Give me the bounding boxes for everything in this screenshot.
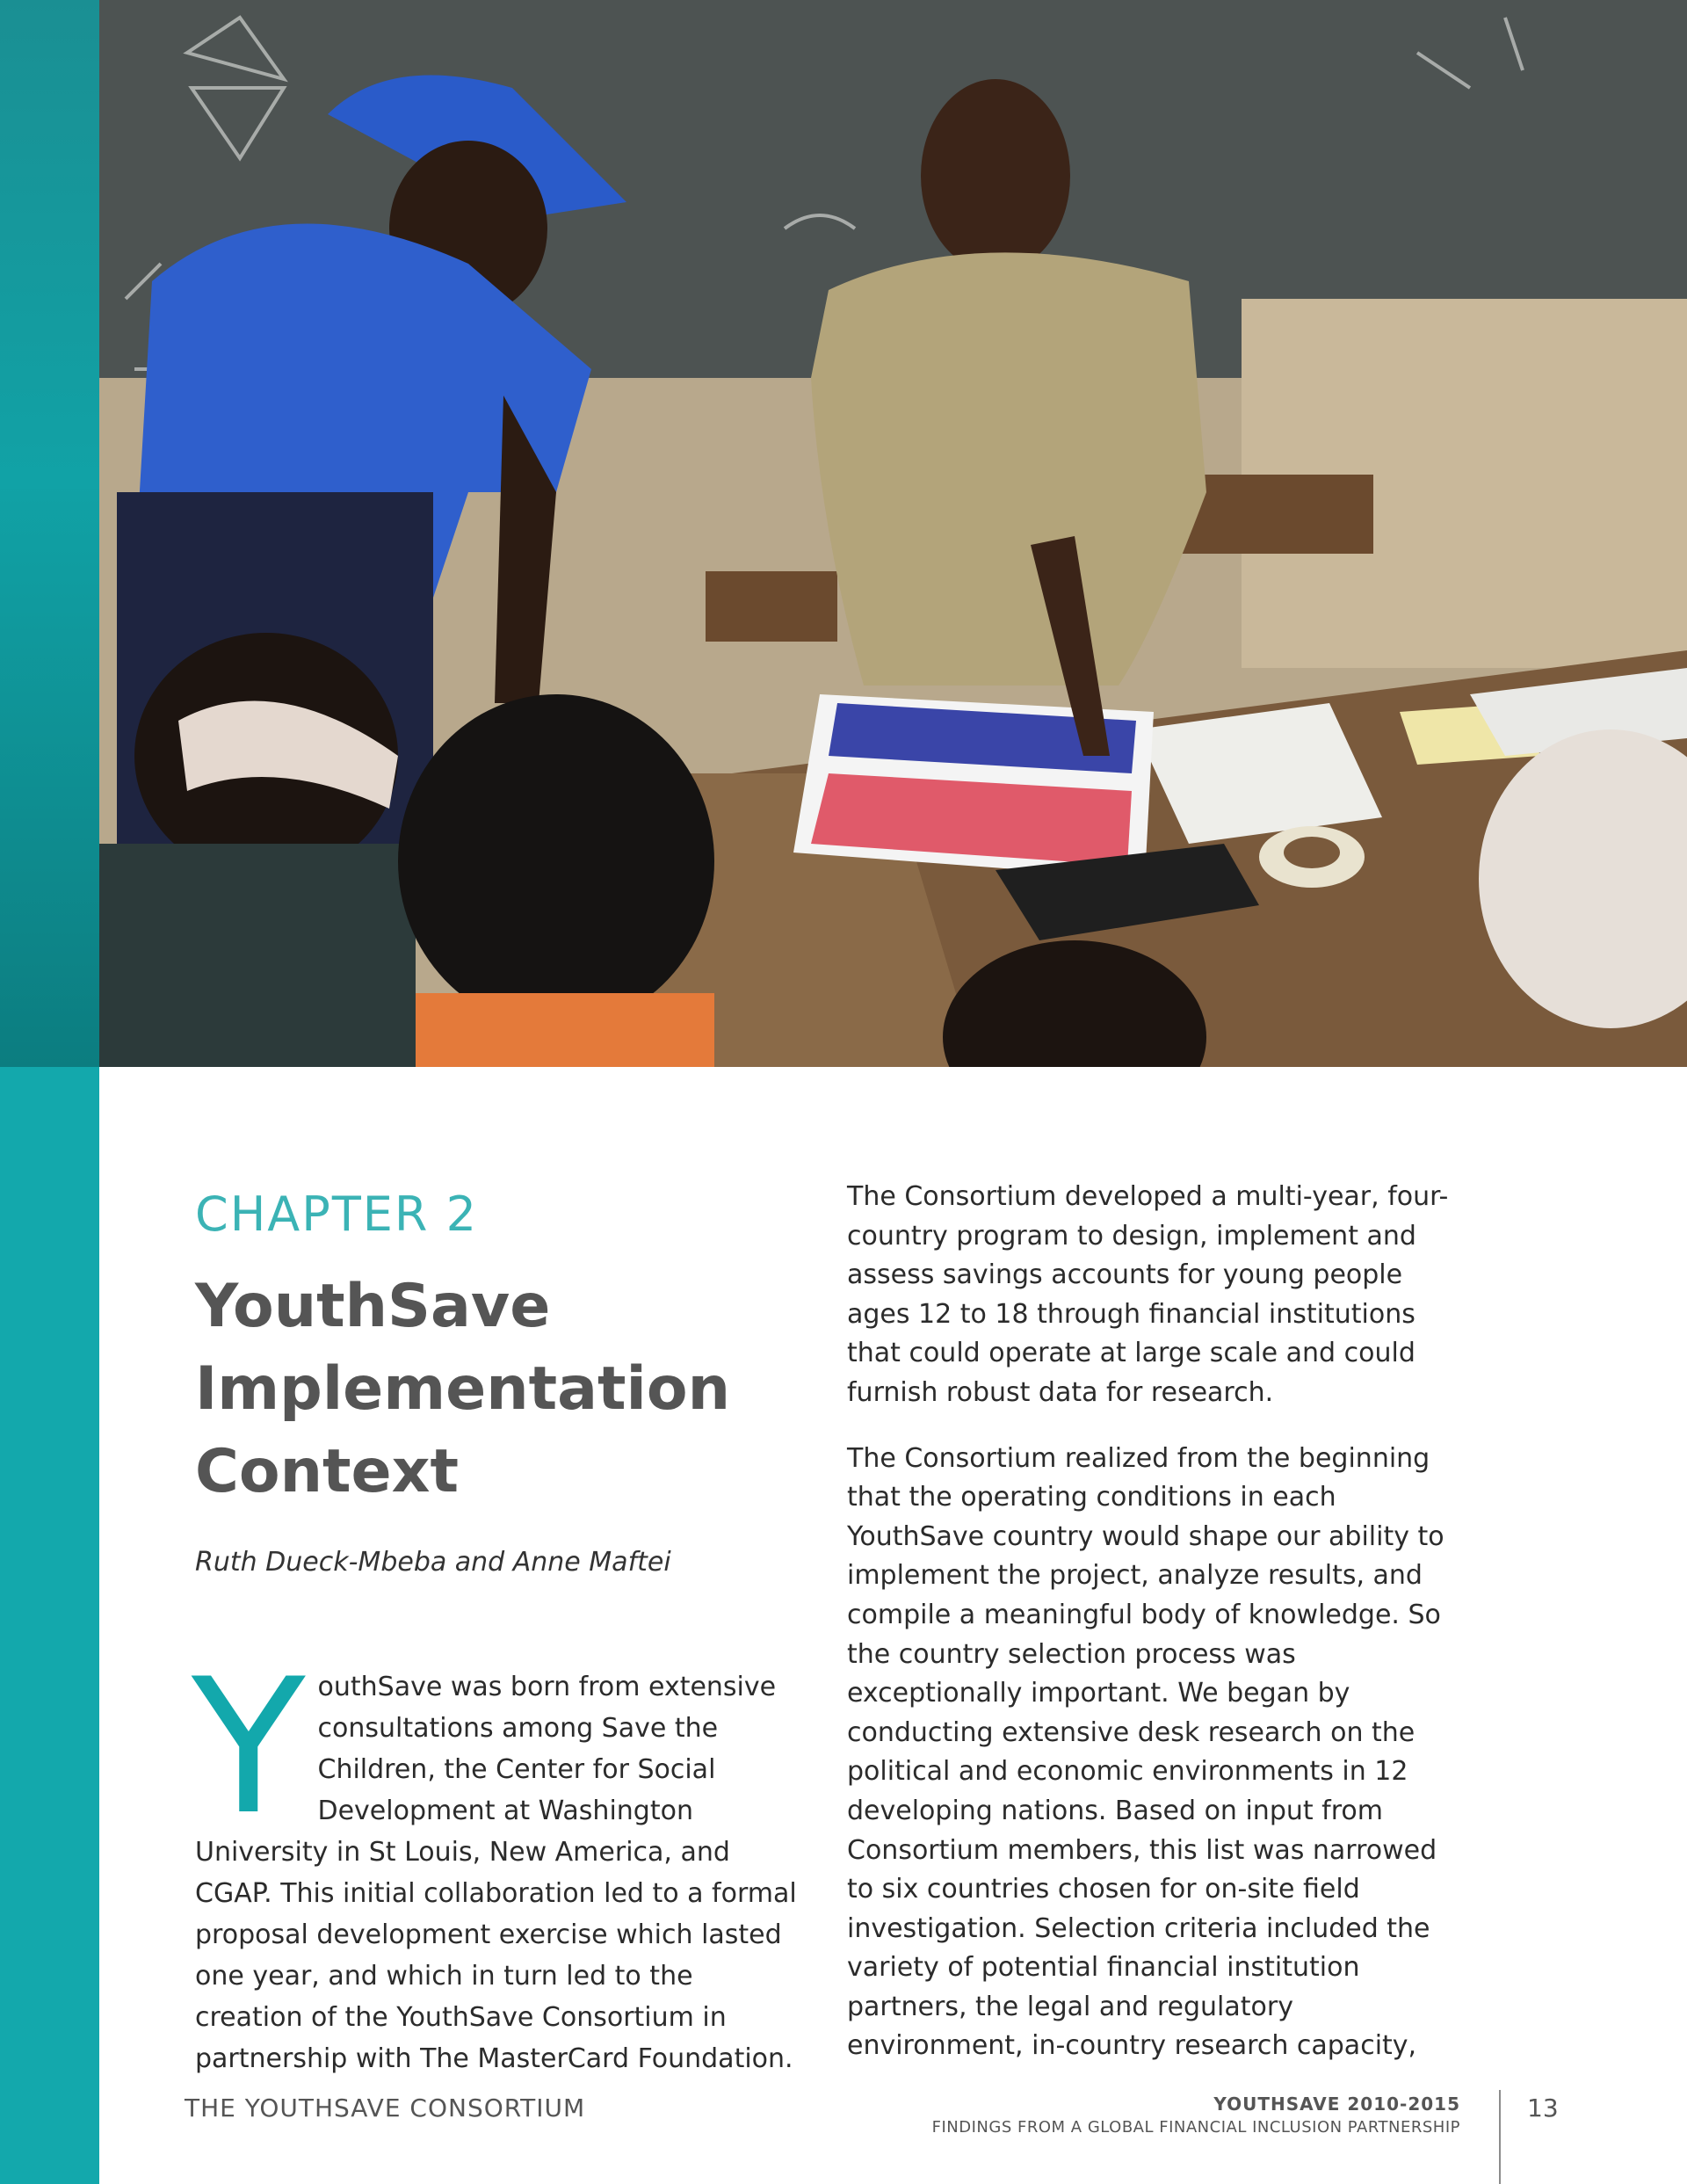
chapter-title	[195, 1266, 757, 1513]
woman-head	[921, 79, 1070, 272]
chair-back-2	[706, 571, 837, 642]
cover-photo	[99, 0, 1687, 1067]
teal-side-bar-photo-tone	[0, 0, 99, 1067]
student-body-1	[99, 844, 416, 1067]
chair-back	[1180, 475, 1373, 554]
footer-publisher: THE YOUTHSAVE CONSORTIUM	[185, 2093, 586, 2122]
footer-report-subtitle: FINDINGS FROM A GLOBAL FINANCIAL INCLUSION PARTNERSHIP	[931, 2118, 1460, 2137]
left-column-paragraph: outhSave was born from extensive consultations among Save the Children, the Center for Social Development at Washington University in St Louis, New America, and CGAP. This initial collaboration led to a formal proposal development exercise which lasted one year, and which in turn led to the creation of the YouthSave Consortium in partnership with The MasterCard Foundation.	[195, 1672, 797, 2074]
footer-divider	[1499, 2090, 1501, 2184]
left-column-text	[192, 1638, 801, 2079]
chapter-title-line-2: Implementation	[195, 1354, 730, 1424]
student-head-2	[398, 694, 714, 1028]
woman-blouse	[811, 252, 1206, 686]
teal-side-bar	[0, 0, 99, 2184]
page-number: 13	[1527, 2093, 1559, 2122]
right-column-paragraph-1: The Consortium developed a multi-year, four-country program to design, implement and assess savings accounts for young people ages 12 to 18 through financial institutions that could operate at large scale and could furnish robust data for research.	[847, 1181, 1449, 1408]
classroom-illustration	[99, 0, 1687, 1067]
chapter-title-line-3: Context	[195, 1437, 460, 1506]
footer-report-title: YOUTHSAVE 2010-2015	[1213, 2093, 1460, 2115]
chapter-authors: Ruth Dueck-Mbeba and Anne Maftei	[195, 1547, 671, 1578]
student-shirt-2	[416, 993, 714, 1067]
chapter-label: CHAPTER 2	[195, 1186, 478, 1242]
right-column-text	[847, 1178, 1462, 2093]
tape-hole	[1284, 837, 1340, 868]
chapter-title-line-1: YouthSave	[195, 1272, 551, 1341]
right-column-paragraph-2: The Consortium realized from the beginning that the operating conditions in each YouthSave country would shape our ability to implement the project, analyze results, and compile a meaningful body of knowledge. So the country selection process was exceptionally important. We began by conducting extensive desk research on the political and economic environments in 12 developing nations. Based on input from Consortium members, this list was narrowed to six countries chosen for on-site field investigation. Selection criteria included the variety of potential financial institution partners, the legal and regulatory environment, in-country research capacity,	[847, 1442, 1444, 2062]
drop-cap: Y	[192, 1638, 306, 1855]
